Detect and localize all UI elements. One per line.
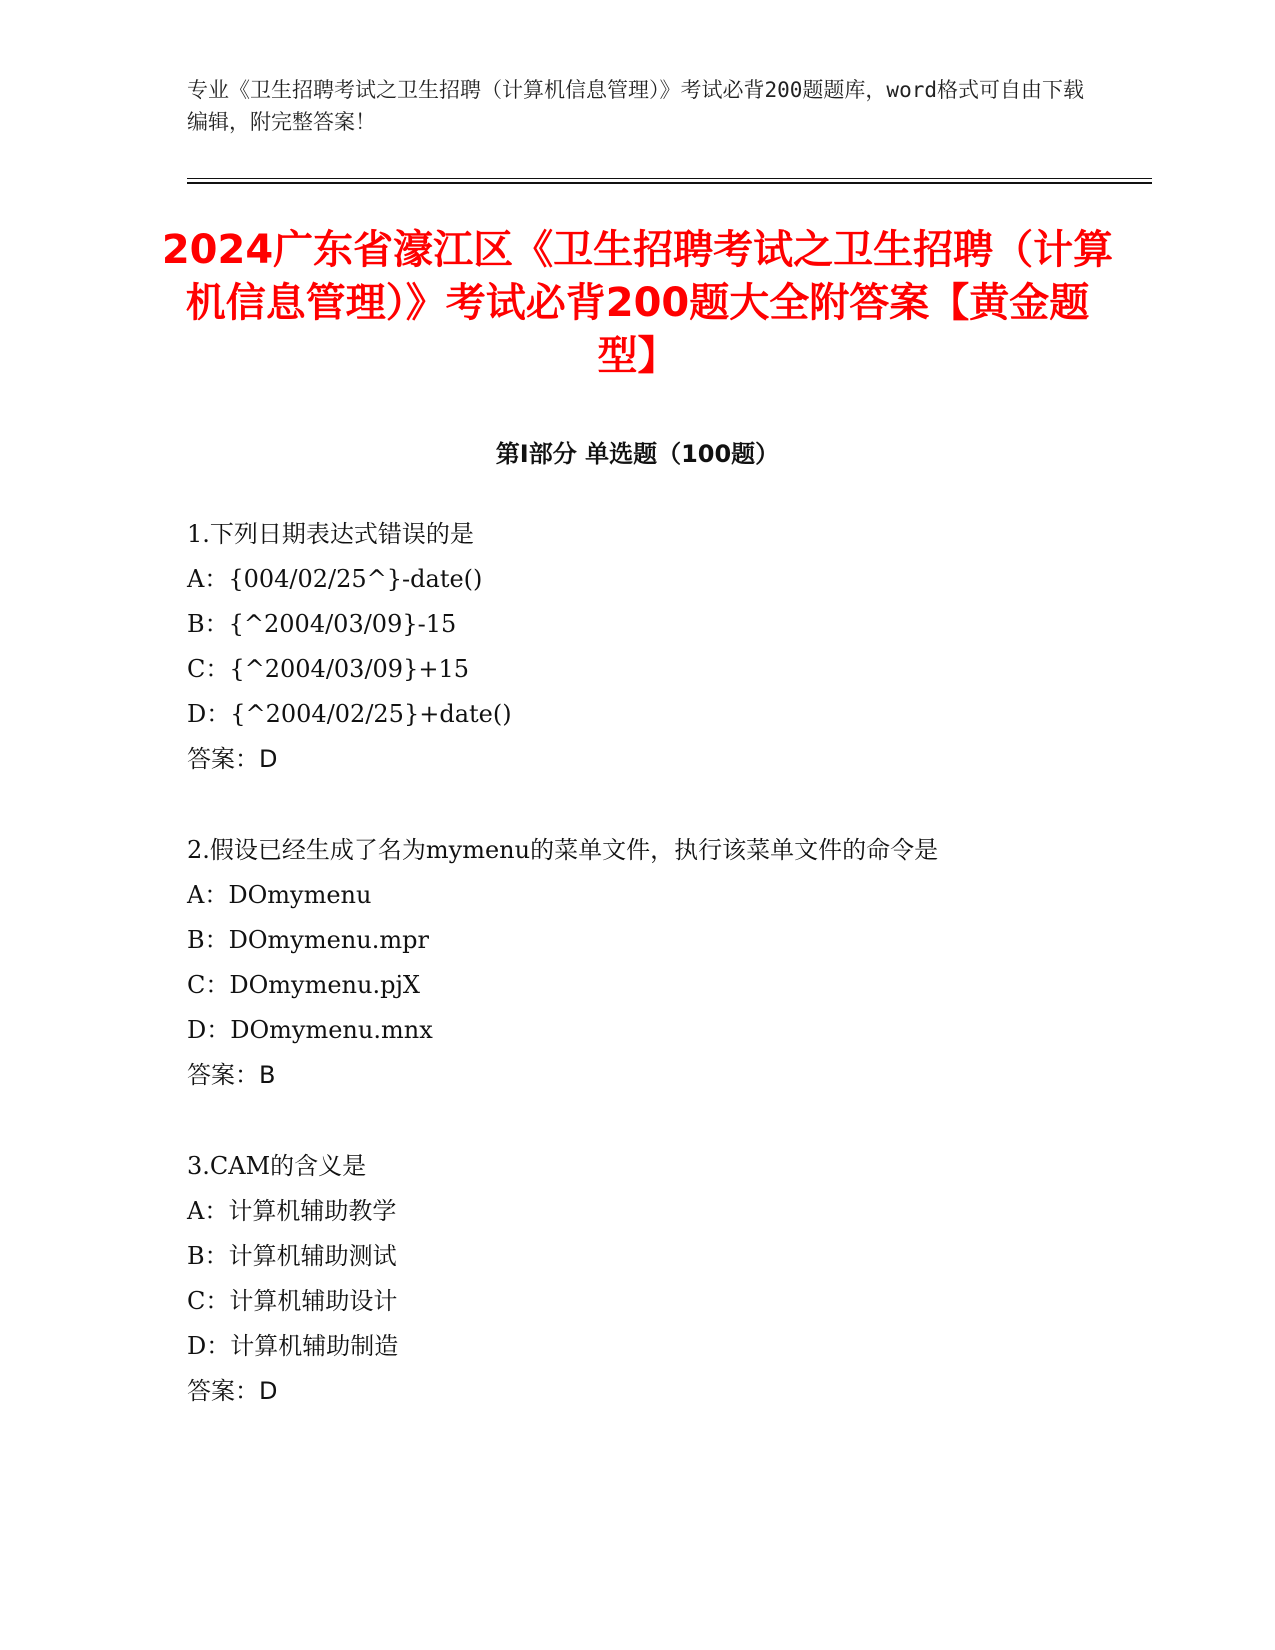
question-stem: 2.假设已经生成了名为mymenu的菜单文件，执行该菜单文件的命令是 bbox=[187, 836, 939, 864]
option-d: D：DOmymenu.mnx bbox=[187, 1016, 433, 1044]
answer-label: 答案：D bbox=[187, 1377, 278, 1405]
option-c: C：计算机辅助设计 bbox=[187, 1287, 398, 1315]
question-stem: 3.CAM的含义是 bbox=[187, 1152, 367, 1180]
header-note: 专业《卫生招聘考试之卫生招聘（计算机信息管理）》考试必背200题题库，word格式可自由下载编辑，附完整答案！ bbox=[187, 78, 1084, 134]
question-1 bbox=[187, 512, 1137, 782]
section-title: 第Ⅰ部分 单选题（100题） bbox=[495, 440, 780, 468]
document-title: 2024广东省濠江区《卫生招聘考试之卫生招聘（计算机信息管理）》考试必背200题大全附答案【黄金题型】 bbox=[161, 227, 1114, 379]
answer-label: 答案：D bbox=[187, 745, 278, 773]
header-divider-thick bbox=[187, 182, 1152, 184]
option-a: A：DOmymenu bbox=[187, 881, 372, 909]
option-c: C：DOmymenu.pjX bbox=[187, 971, 420, 999]
answer-label: 答案：B bbox=[187, 1061, 276, 1089]
option-c: C：{^2004/03/09}+15 bbox=[187, 655, 469, 683]
option-a: A：计算机辅助教学 bbox=[187, 1197, 397, 1225]
question-3 bbox=[187, 1144, 1137, 1414]
option-b: B：计算机辅助测试 bbox=[187, 1242, 397, 1270]
option-a: A：{004/02/25^}-date() bbox=[187, 565, 483, 593]
question-2 bbox=[187, 828, 1137, 1098]
question-stem: 1.下列日期表达式错误的是 bbox=[187, 520, 474, 548]
option-d: D：计算机辅助制造 bbox=[187, 1332, 399, 1360]
option-b: B：DOmymenu.mpr bbox=[187, 926, 429, 954]
option-d: D：{^2004/02/25}+date() bbox=[187, 700, 512, 728]
option-b: B：{^2004/03/09}-15 bbox=[187, 610, 457, 638]
header-divider bbox=[187, 178, 1152, 179]
